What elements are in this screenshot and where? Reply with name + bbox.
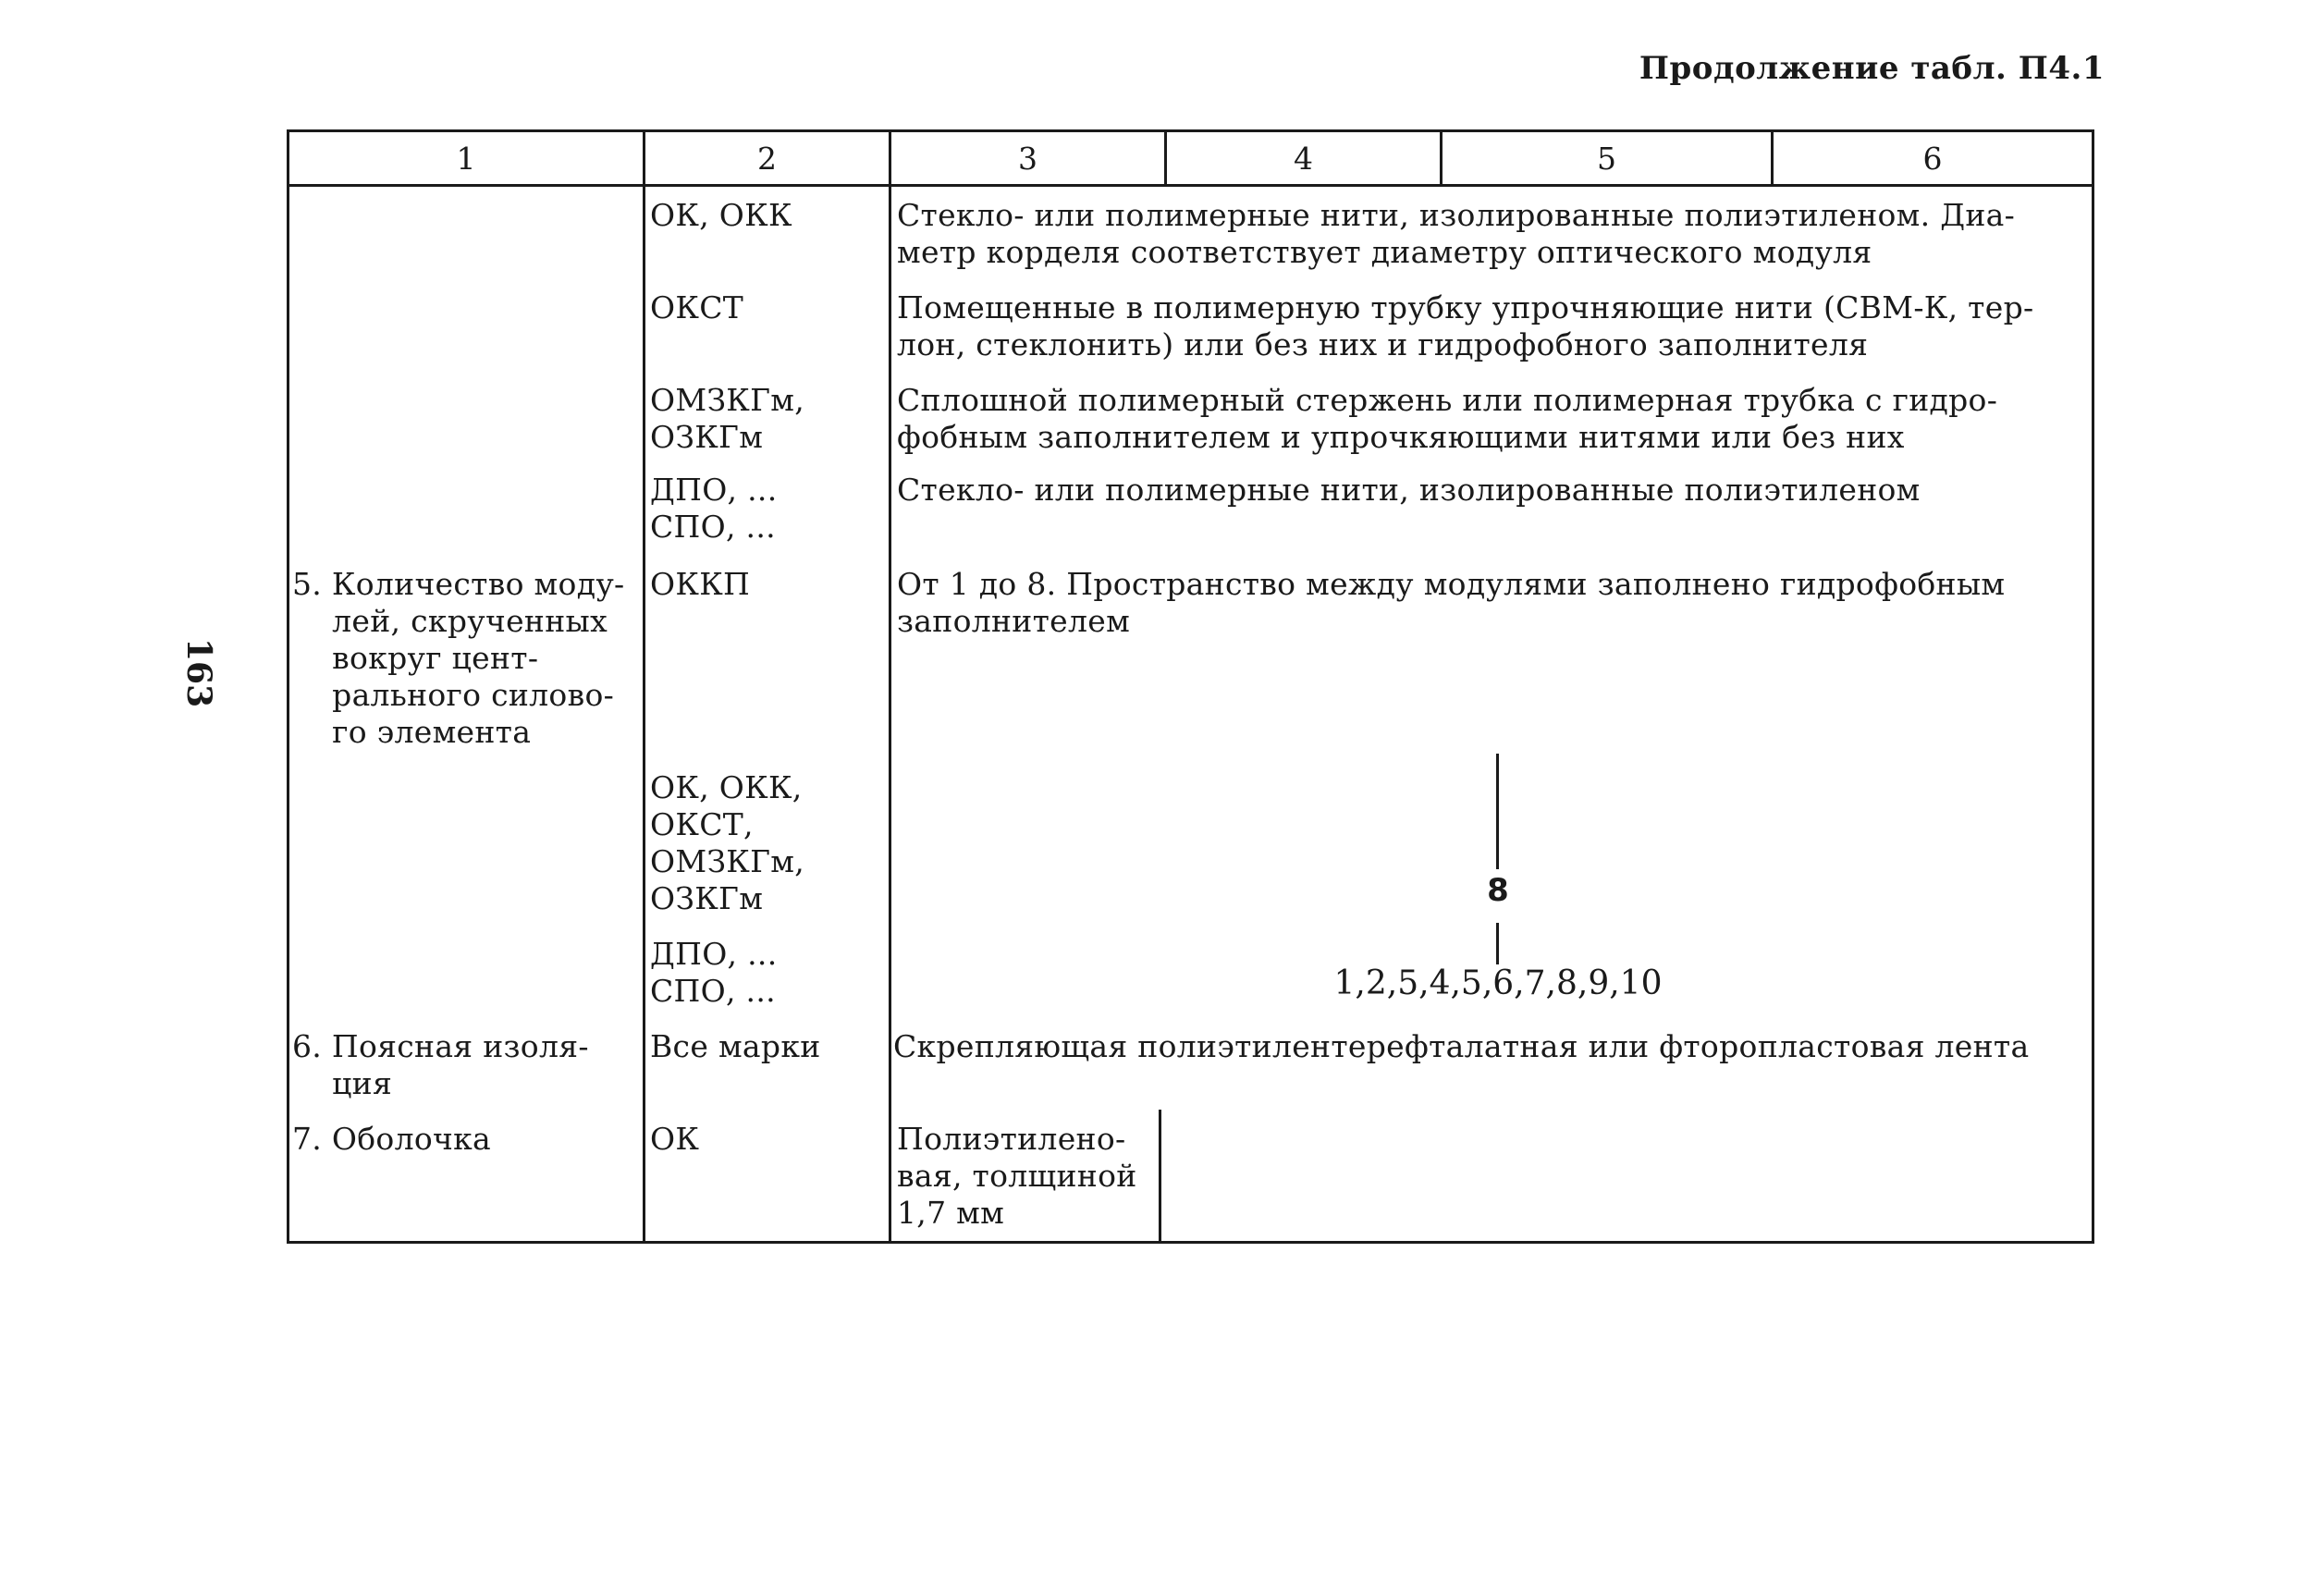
col-divider-2 (889, 129, 891, 1244)
row2-brand: ОКСТ (650, 289, 744, 325)
header-col-4: 4 (1294, 141, 1313, 177)
row1-brand: ОК, ОКК (650, 197, 792, 233)
diagram-count-values: 1,2,5,4,5,6,7,8,9,10 (1333, 964, 1663, 1002)
diagram-lower-line (1496, 923, 1499, 964)
row3-brand: ОМЗКГм, ОЗКГм (650, 382, 805, 455)
row6-parameter: 6. Поясная изоля- ция (292, 1028, 589, 1101)
row2-description: Помещенные в полимерную трубку упрочняющие нити (СВМ-К, тер- лон, стеклонить) или без них и гидрофобного заполнителя (897, 289, 2034, 362)
row1-description: Стекло- или полимерные нити, изолированные полиэтиленом. Диа- метр корделя соответствует диаметру оптического модуля (897, 197, 2016, 270)
row5b-brands: ОК, ОКК, ОКСТ, ОМЗКГм, ОЗКГм (650, 769, 805, 916)
diagram-upper-line (1496, 754, 1499, 869)
header-col-1: 1 (456, 141, 476, 177)
row6-description: Скрепляющая полиэтилентерефталатная или фторопластовая лента (893, 1028, 2030, 1064)
row7-brand: ОК (650, 1121, 700, 1157)
row4-description: Стекло- или полимерные нити, изолированные полиэтиленом (897, 472, 1921, 508)
module-count-diagram (1267, 754, 1729, 1013)
table-caption: Продолжение табл. П4.1 (1639, 50, 2105, 87)
header-col-3: 3 (1018, 141, 1037, 177)
row7-parameter: 7. Оболочка (292, 1121, 492, 1157)
row5-parameter: 5. Количество моду- лей, скрученных вокруг цент- рального силово- го элемента (292, 566, 625, 750)
header-col-5: 5 (1597, 141, 1616, 177)
row4-brand: ДПО, ... СПО, ... (650, 472, 778, 545)
row7-description: Полиэтилено- вая, толщиной 1,7 мм (897, 1121, 1137, 1231)
row5-description: От 1 до 8. Пространство между модулями заполнено гидрофобным заполнителем (897, 566, 2006, 639)
diagram-max-count: 8 (1487, 872, 1509, 909)
row6-brand: Все марки (650, 1028, 821, 1064)
header-col-6: 6 (1922, 141, 1943, 177)
col-divider-sheath (1159, 1110, 1161, 1244)
col-divider-1 (643, 129, 645, 1244)
header-col-2: 2 (757, 141, 777, 177)
page-number: 163 (179, 638, 218, 708)
header-rule (287, 184, 2094, 187)
row5-brand: ОККП (650, 566, 751, 602)
row5c-brands: ДПО, ... СПО, ... (650, 936, 778, 1009)
row3-description: Сплошной полимерный стержень или полимерная трубка с гидро- фобным заполнителем и упрочкяющими нитями или без них (897, 382, 1998, 455)
